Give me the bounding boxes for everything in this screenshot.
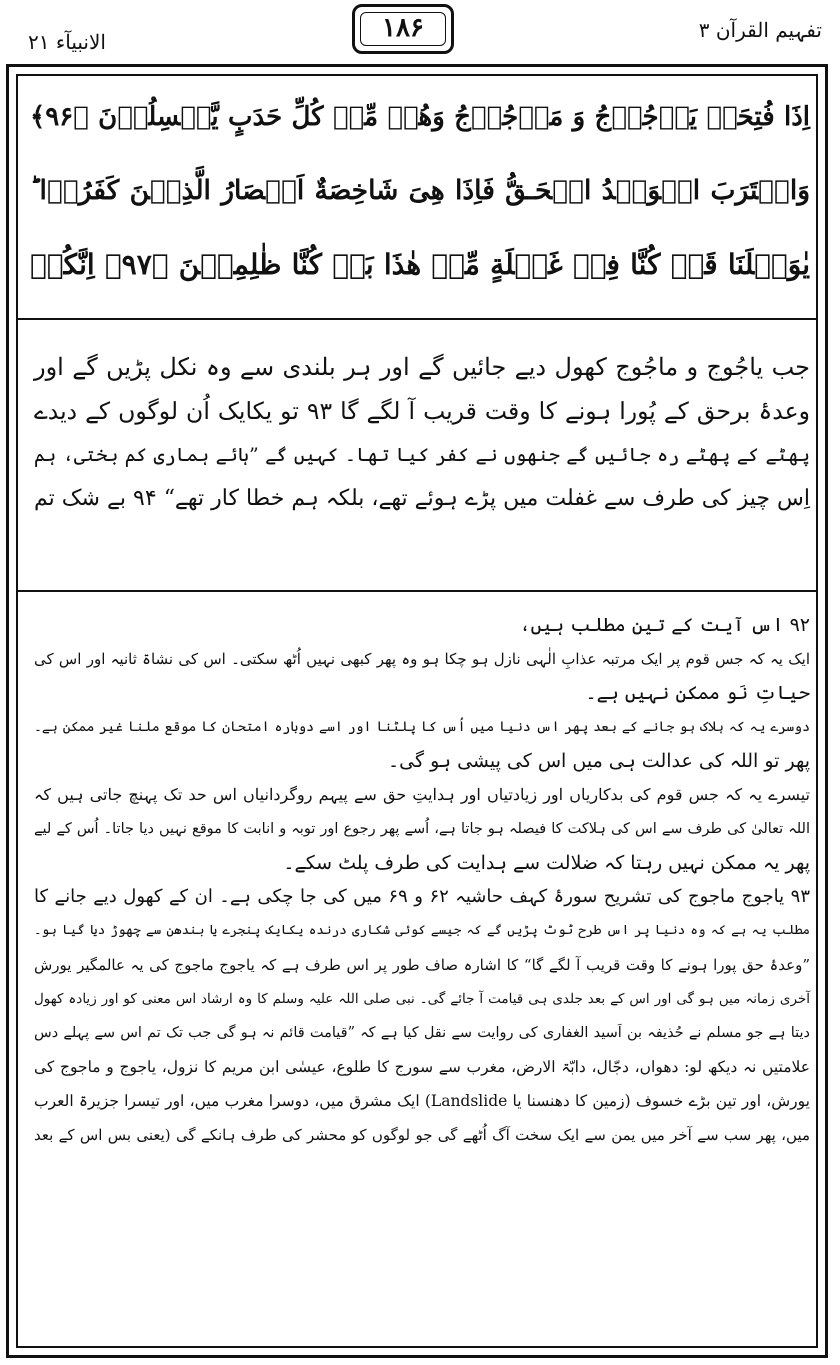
- footnote-line: پھر تو اللہ کی عدالت ہی میں اس کی پیشی ہو گی۔: [388, 750, 810, 772]
- footnotes: [34, 608, 810, 1152]
- surah-title: الانبیآء ۲۱: [28, 30, 106, 54]
- footnote-line: دوسرے یہ کہ ہلاک ہو جانے کے بعد پھر اس دنیا میں اُس کا پلٹنا اور اسے دوبارہ امتحان کا موقع ملنا غیر ممکن ہے۔: [34, 719, 810, 735]
- divider-before-notes: [16, 590, 818, 592]
- footnote-line: پھر یہ ممکن نہیں رہتا کہ ضلالت سے ہدایت کی طرف پلٹ سکے۔: [283, 852, 810, 874]
- translation-line: پھٹے کے پھٹے رہ جائیں گے جنھوں نے کفر کیا تھا۔ کہیں گے ”ہائے ہماری کم بختی، ہم: [34, 444, 810, 466]
- arabic-line: يٰوَيۡلَنَا قَدۡ كُنَّا فِىۡ غَفۡلَةٍ مِّنۡ هٰذَا بَلۡ كُنَّا ظٰلِمِيۡنَ ﴿۹۷﴾ اِنَّكُمۡ: [30, 248, 810, 281]
- divider-after-verses: [16, 318, 818, 320]
- translation-line: اِس چیز کی طرف سے غفلت میں پڑے ہوئے تھے، بلکہ ہم خطا کار تھے“ ۹۴ بے شک تم: [34, 486, 810, 511]
- translation-line: وعدۂ برحق کے پُورا ہونے کا وقت قریب آ لگے گا ۹۳ تو یکایک اُن لوگوں کے دیدے: [34, 397, 810, 425]
- footnote-line: یورش، اور تین بڑے خسوف (زمین کا دھنسنا یا Landslide) ایک مشرق میں، دوسرا مغرب میں، اور تیسرا جزیرۃ العرب: [34, 1092, 810, 1110]
- footnote-line: ۹۲ اس آیت کے تین مطلب ہیں،: [519, 614, 810, 636]
- footnote-line: میں، پھر سب سے آخر میں یمن سے ایک سخت آگ اُٹھے گی جو لوگوں کو محشر کی طرف ہانکے گی (یعنی بس اس کے بعد: [34, 1126, 810, 1144]
- footnote-line: حیاتِ نَو ممکن نہیں ہے۔: [585, 682, 810, 704]
- urdu-translation: [34, 345, 810, 521]
- arabic-line: اِذَا فُتِحَتۡ يَاۡجُوۡجُ وَ مَاۡجُوۡجُ وَهُمۡ مِّنۡ كُلِّ حَدَبٍ يَّنۡسِلُوۡنَ ﴿۹۶﴾: [30, 102, 810, 132]
- page-header: [0, 0, 840, 62]
- footnote-line: تیسرے یہ کہ جس قوم کی بدکاریاں اور زیادتیاں اور ہدایتِ حق سے پیہم روگردانیاں اس حد تک پہنچ جاتی ہیں کہ: [34, 785, 810, 804]
- footnote-line: ایک یہ کہ جس قوم پر ایک مرتبہ عذابِ الٰہی نازل ہو چکا ہو وہ پھر کبھی نہیں اُٹھ سکتی۔ اس کی نشاۃ ثانیہ اور اس کی: [34, 650, 810, 668]
- footnote-line: دیتا ہے جو مسلم نے حُذیفہ بن اَسید الغفاری کی روایت سے نقل کیا ہے کہ ”قیامت قائم نہ ہو گی جب تک تم اس سے پہلے دس: [34, 1025, 810, 1041]
- footnote-line: علامتیں نہ دیکھ لو: دھواں، دجّال، دابّۃ الارض، مغرب سے سورج کا طلوع، عیسٰی ابن مریم کا نزول، یاجوج و ماجوج کی: [34, 1058, 810, 1076]
- page-number: ۱۸۶: [352, 4, 454, 54]
- footnote-line: اللہ تعالیٰ کی طرف سے اس کی ہلاکت کا فیصلہ ہو جاتا ہے، اُسے پھر رجوع اور توبہ و انابت کا موقع نہیں دیا جاتا۔ اُس کے لیے: [34, 821, 810, 837]
- footnote-line: ۹۳ یاجوج ماجوج کی تشریح سورۂ کہف حاشیہ ۶۲ و ۶۹ میں کی جا چکی ہے۔ ان کے کھول دیے جانے کا: [34, 886, 810, 907]
- translation-line: جب یاجُوج و ماجُوج کھول دیے جائیں گے اور ہر بلندی سے وہ نکل پڑیں گے اور: [34, 353, 810, 381]
- footnote-line: مطلب یہ ہے کہ وہ دنیا پر اس طرح ٹوٹ پڑیں گے کہ جیسے کوئی شکاری درندہ یکایک پنجرے یا بندھن سے چھوڑ دیا گیا ہو۔: [34, 923, 810, 938]
- arabic-verses: [30, 80, 810, 314]
- footnote-line: ”وعدۂ حق پورا ہونے کا وقت قریب آ لگے گا“ کا اشارہ صاف طور پر اس طرف ہے کہ یاجوج ماجوج کی یہ عالمگیر یورش: [34, 956, 810, 974]
- footnote-line: آخری زمانہ میں ہو گی اور اس کے بعد جلدی ہی قیامت آ جائے گی۔ نبی صلی اللہ علیہ وسلم کا وہ ارشاد اس معنی کو اور زیادہ کھول: [34, 991, 810, 1007]
- arabic-line: وَاقۡتَرَبَ الۡوَعۡدُ الۡحَـقُّ فَاِذَا هِىَ شَاخِصَةٌ اَبۡصَارُ الَّذِيۡنَ كَفَرُوۡا ؕ: [30, 175, 810, 206]
- book-title: تفہیم القرآن ۳: [698, 18, 822, 42]
